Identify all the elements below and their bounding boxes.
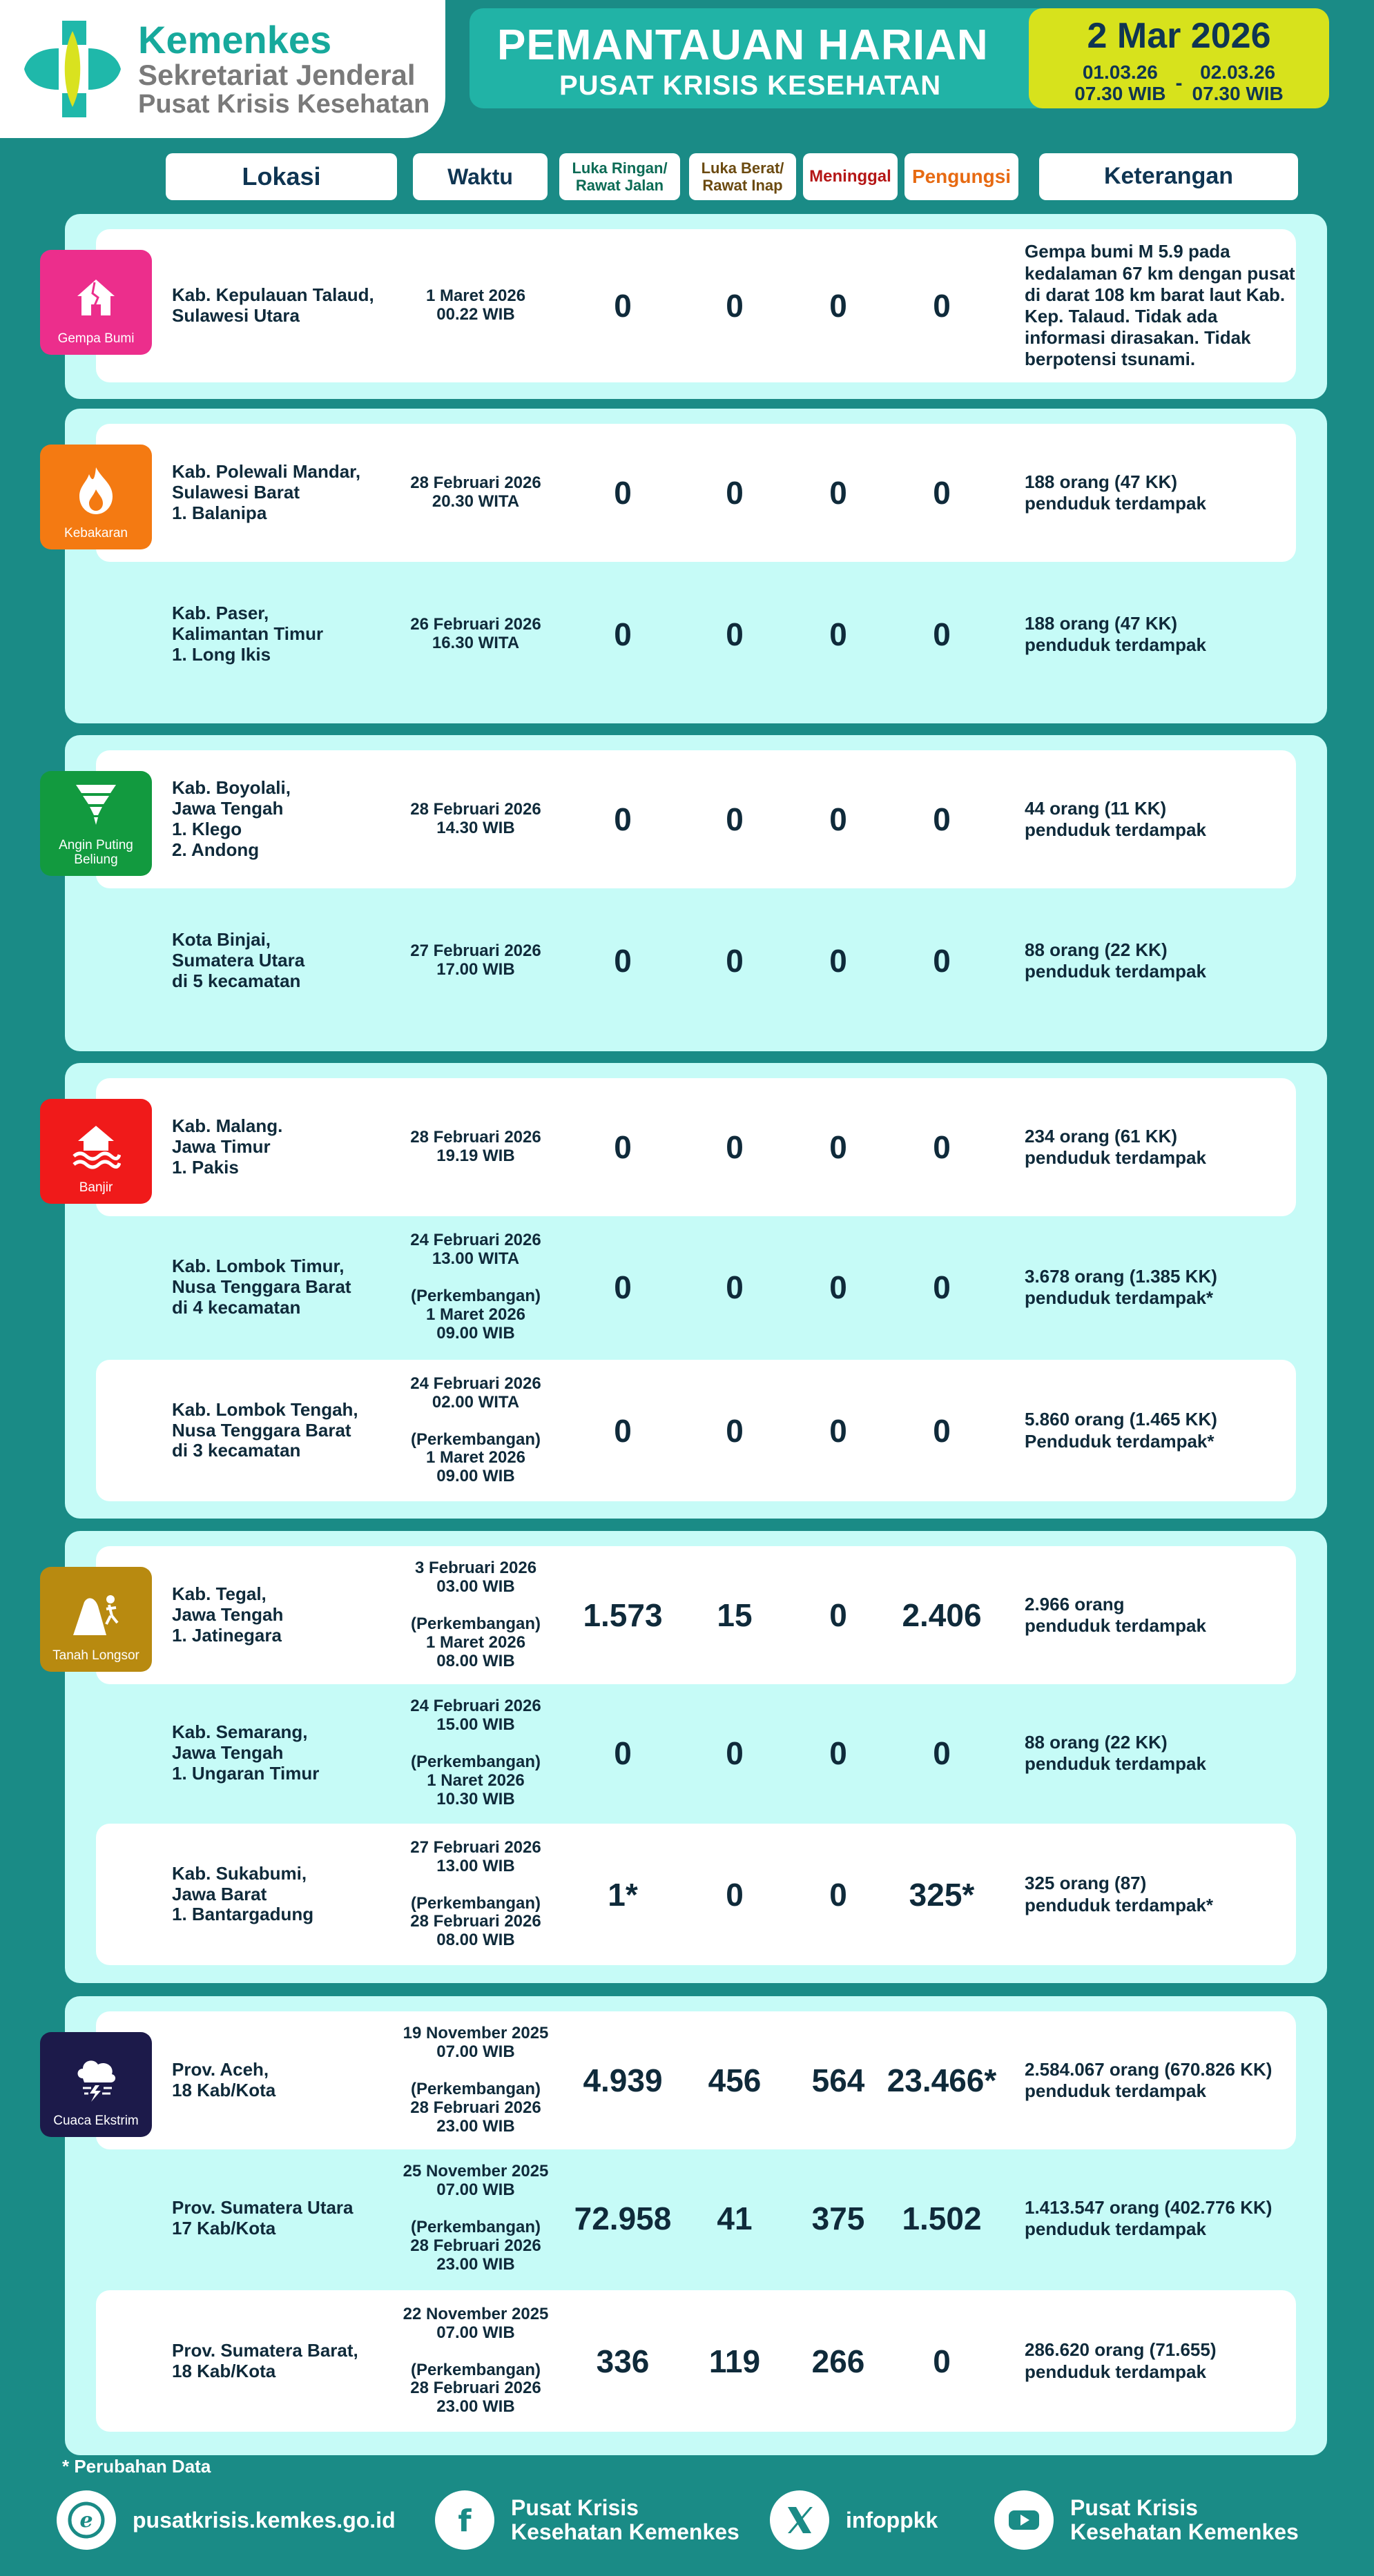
table-row: [65, 562, 1327, 707]
pengungsi-value: 0: [933, 801, 951, 837]
location-cell: Kota Binjai, Sumatera Utara di 5 kecamatan: [172, 929, 305, 991]
keterangan-cell: 1.413.547 orang (402.776 KK) penduduk terdampak: [1025, 2196, 1273, 2239]
luka-ringan-value: 0: [614, 1269, 632, 1305]
luka-ringan-value: 72.958: [574, 2201, 672, 2236]
youtube-label: Pusat Krisis Kesehatan Kemenkes: [1070, 2495, 1299, 2544]
pengungsi-value: 2.406: [902, 1597, 982, 1633]
table-row: [96, 2290, 1296, 2432]
category-label: Kebakaran: [64, 526, 128, 541]
luka-ringan-value: 1.573: [583, 1597, 663, 1633]
luka-berat-value: 15: [717, 1597, 753, 1633]
table-row: [96, 229, 1296, 382]
facebook-link[interactable]: [435, 2490, 739, 2550]
table-row: [96, 750, 1296, 888]
luka-berat-value: 0: [726, 1412, 744, 1449]
meninggal-value: 564: [811, 2062, 865, 2098]
table-row: [96, 1824, 1296, 1965]
table-row: [96, 1078, 1296, 1216]
tornado-icon: [72, 779, 120, 839]
time-cell: 3 Februari 2026 03.00 WIB (Perkembangan) 1 Maret 2026 08.00 WIB: [410, 1559, 541, 1670]
keterangan-cell: 188 orang (47 KK) penduduk terdampak: [1025, 471, 1206, 514]
luka-berat-value: 0: [726, 1129, 744, 1165]
svg-text:f: f: [458, 2504, 472, 2539]
luka-ringan-value: 1*: [608, 1876, 638, 1913]
keterangan-cell: 44 orang (11 KK) penduduk terdampak: [1025, 797, 1206, 840]
category-badge: [40, 2032, 152, 2137]
pengungsi-value: 0: [933, 1129, 951, 1165]
page-subtitle: PUSAT KRISIS KESEHATAN: [559, 70, 942, 101]
brand-name: Kemenkes: [138, 17, 332, 61]
browser-icon: [57, 2490, 116, 2550]
category-label: Angin Puting Beliung: [59, 838, 133, 868]
keterangan-cell: 286.620 orang (71.655) penduduk terdampak: [1025, 2339, 1217, 2382]
luka-berat-value: 0: [726, 616, 744, 652]
category-badge: [40, 771, 152, 876]
luka-ringan-value: 0: [614, 475, 632, 511]
luka-ringan-value: 4.939: [583, 2062, 663, 2098]
luka-ringan-value: 0: [614, 1412, 632, 1449]
facebook-icon: [435, 2490, 494, 2550]
section-gempa-bumi: [57, 214, 1327, 399]
footnote: * Perubahan Data: [62, 2456, 211, 2477]
page-title: PEMANTAUAN HARIAN: [497, 21, 989, 69]
fire-icon: [74, 465, 118, 527]
meninggal-value: 0: [829, 1597, 847, 1633]
table-row: [65, 2149, 1327, 2287]
table-row: [65, 1216, 1327, 1358]
svg-text:e: e: [79, 2508, 93, 2533]
pengungsi-value: 1.502: [902, 2201, 982, 2236]
pengungsi-value: 0: [933, 1735, 951, 1771]
time-cell: 24 Februari 2026 13.00 WITA (Perkembangan) 1 Maret 2026 09.00 WIB: [410, 1231, 541, 1343]
kemenkes-logo-icon: [21, 17, 124, 121]
range-separator: -: [1175, 71, 1183, 95]
website-label: pusatkrisis.kemkes.go.id: [133, 2507, 396, 2533]
keterangan-cell: 3.678 orang (1.385 KK) penduduk terdampak*: [1025, 1265, 1217, 1308]
table-row: [65, 888, 1327, 1033]
location-cell: Prov. Sumatera Utara 17 Kab/Kota: [172, 2197, 354, 2238]
luka-berat-value: 41: [717, 2201, 753, 2236]
facebook-label: Pusat Krisis Kesehatan Kemenkes: [511, 2495, 739, 2544]
keterangan-cell: Gempa bumi M 5.9 pada kedalaman 67 km dengan pusat di darat 108 km barat laut Kab. Kep. Talaud. Tidak ada informasi dirasakan. Tidak berpotensi tsunami.: [1025, 241, 1295, 370]
section-cuaca-ekstrim: [53, 1996, 1327, 2455]
time-cell: 19 November 2025 07.00 WIB (Perkembangan) 28 Februari 2026 23.00 WIB: [403, 2024, 549, 2136]
website-link[interactable]: [57, 2490, 396, 2550]
time-cell: 27 Februari 2026 17.00 WIB: [410, 941, 541, 979]
x-label: infoppkk: [846, 2507, 938, 2533]
location-cell: Kab. Lombok Tengah, Nusa Tenggara Barat di 3 kecamatan: [172, 1398, 358, 1461]
luka-berat-value: 0: [726, 801, 744, 837]
column-header-pengungsi: Pengungsi: [904, 153, 1018, 200]
pengungsi-value: 0: [933, 2343, 951, 2379]
time-cell: 26 Februari 2026 16.30 WITA: [410, 615, 541, 652]
range-start-time: 07.30 WIB: [1074, 82, 1166, 104]
time-cell: 24 Februari 2026 15.00 WIB (Perkembangan) 1 Naret 2026 10.30 WIB: [410, 1697, 541, 1808]
org-line-1: Sekretariat Jenderal: [138, 59, 416, 92]
keterangan-cell: 88 orang (22 KK) penduduk terdampak: [1025, 1731, 1206, 1774]
keterangan-cell: 325 orang (87) penduduk terdampak*: [1025, 1873, 1214, 1915]
pengungsi-value: 0: [933, 288, 951, 324]
column-header-waktu: Waktu: [413, 153, 548, 200]
keterangan-cell: 88 orang (22 KK) penduduk terdampak: [1025, 939, 1206, 982]
date-badge: [1029, 8, 1329, 108]
earthquake-house-icon: [72, 273, 120, 332]
time-cell: 22 November 2025 07.00 WIB (Perkembangan) 28 Februari 2026 23.00 WIB: [403, 2304, 549, 2417]
location-cell: Kab. Sukabumi, Jawa Barat 1. Bantargadung: [172, 1862, 314, 1925]
location-cell: Kab. Boyolali, Jawa Tengah 1. Klego 2. Andong: [172, 777, 291, 860]
column-header-meninggal: Meninggal: [803, 153, 898, 200]
location-cell: Kab. Malang. Jawa Timur 1. Pakis: [172, 1115, 283, 1178]
luka-ringan-value: 0: [614, 288, 632, 324]
pengungsi-value: 0: [933, 943, 951, 979]
time-cell: 27 Februari 2026 13.00 WIB (Perkembangan) 28 Februari 2026 08.00 WIB: [410, 1837, 541, 1950]
luka-ringan-value: 0: [614, 943, 632, 979]
meninggal-value: 0: [829, 288, 847, 324]
keterangan-cell: 234 orang (61 KK) penduduk terdampak: [1025, 1125, 1206, 1168]
category-label: Tanah Longsor: [52, 1648, 139, 1663]
table-row: [96, 1360, 1296, 1501]
location-cell: Kab. Paser, Kalimantan Timur 1. Long Ikis: [172, 603, 324, 665]
column-header-lokasi: Lokasi: [166, 153, 397, 200]
logo-block: [0, 0, 445, 138]
section-kebakaran: [65, 409, 1327, 723]
luka-berat-value: 0: [726, 1876, 744, 1913]
category-badge: [40, 1099, 152, 1204]
landslide-icon: [70, 1588, 122, 1649]
category-label: Banjir: [79, 1180, 113, 1196]
location-cell: Prov. Sumatera Barat, 18 Kab/Kota: [172, 2339, 358, 2381]
pengungsi-value: 0: [933, 1412, 951, 1449]
x-icon: [770, 2490, 829, 2550]
location-cell: Prov. Aceh, 18 Kab/Kota: [172, 2059, 276, 2100]
time-cell: 28 Februari 2026 19.19 WIB: [410, 1128, 541, 1165]
location-cell: Kab. Polewali Mandar, Sulawesi Barat 1. Balanipa: [172, 461, 361, 523]
luka-ringan-value: 0: [614, 1735, 632, 1771]
table-row: [65, 1684, 1327, 1822]
location-cell: Kab. Kepulauan Talaud, Sulawesi Utara: [172, 284, 374, 326]
youtube-link[interactable]: [994, 2490, 1299, 2550]
luka-berat-value: 0: [726, 288, 744, 324]
column-header-keterangan: Keterangan: [1039, 153, 1298, 200]
location-cell: Kab. Lombok Timur, Nusa Tenggara Barat di 4 kecamatan: [172, 1256, 351, 1318]
range-end-time: 07.30 WIB: [1192, 82, 1284, 104]
date-range: [1029, 62, 1329, 105]
luka-ringan-value: 0: [614, 616, 632, 652]
category-badge: [40, 445, 152, 549]
table-row: [96, 2011, 1296, 2149]
meninggal-value: 0: [829, 1412, 847, 1449]
keterangan-cell: 5.860 orang (1.465 KK) Penduduk terdampak*: [1025, 1409, 1217, 1452]
luka-ringan-value: 0: [614, 1129, 632, 1165]
range-end-date: 02.03.26: [1200, 61, 1276, 83]
keterangan-cell: 2.584.067 orang (670.826 KK) penduduk terdampak: [1025, 2058, 1273, 2101]
section-angin-puting-beliung: [59, 735, 1327, 1051]
meninggal-value: 0: [829, 943, 847, 979]
luka-berat-value: 0: [726, 1735, 744, 1771]
time-cell: 28 Februari 2026 14.30 WIB: [410, 800, 541, 837]
meninggal-value: 0: [829, 801, 847, 837]
meninggal-value: 0: [829, 1735, 847, 1771]
luka-ringan-value: 0: [614, 801, 632, 837]
meninggal-value: 0: [829, 475, 847, 511]
meninggal-value: 0: [829, 1269, 847, 1305]
luka-berat-value: 456: [708, 2062, 762, 2098]
time-cell: 28 Februari 2026 20.30 WITA: [410, 474, 541, 511]
meninggal-value: 266: [811, 2343, 865, 2379]
pengungsi-value: 0: [933, 616, 951, 652]
location-cell: Kab. Tegal, Jawa Tengah 1. Jatinegara: [172, 1583, 284, 1646]
meninggal-value: 375: [811, 2201, 865, 2236]
column-header-luka-berat: Luka Berat/ Rawat Inap: [689, 153, 796, 200]
pengungsi-value: 0: [933, 475, 951, 511]
table-row: [96, 424, 1296, 562]
time-cell: 24 Februari 2026 02.00 WITA (Perkembangan) 1 Maret 2026 09.00 WIB: [410, 1374, 541, 1486]
luka-berat-value: 0: [726, 475, 744, 511]
pengungsi-value: 0: [933, 1269, 951, 1305]
luka-berat-value: 0: [726, 943, 744, 979]
meninggal-value: 0: [829, 1129, 847, 1165]
report-date: 2 Mar 2026: [1087, 16, 1271, 56]
youtube-icon: [994, 2490, 1054, 2550]
luka-ringan-value: 336: [596, 2343, 650, 2379]
meninggal-value: 0: [829, 616, 847, 652]
category-label: Cuaca Ekstrim: [53, 2114, 139, 2129]
flood-icon: [71, 1120, 121, 1181]
column-header-luka-ringan: Luka Ringan/ Rawat Jalan: [559, 153, 680, 200]
time-cell: 1 Maret 2026 00.22 WIB: [425, 286, 526, 324]
category-badge: [40, 250, 152, 355]
location-cell: Kab. Semarang, Jawa Tengah 1. Ungaran Timur: [172, 1721, 320, 1784]
category-label: Gempa Bumi: [57, 331, 135, 347]
keterangan-cell: 2.966 orang penduduk terdampak: [1025, 1593, 1206, 1636]
meninggal-value: 0: [829, 1876, 847, 1913]
luka-berat-value: 119: [708, 2343, 761, 2379]
category-badge: [40, 1567, 152, 1672]
pengungsi-value: 325*: [909, 1876, 975, 1913]
storm-cloud-icon: [72, 2053, 120, 2114]
pengungsi-value: 23.466*: [887, 2062, 997, 2098]
time-cell: 25 November 2025 07.00 WIB (Perkembangan) 28 Februari 2026 23.00 WIB: [403, 2162, 549, 2274]
x-link[interactable]: [770, 2490, 938, 2550]
section-banjir: [65, 1063, 1327, 1519]
luka-berat-value: 0: [726, 1269, 744, 1305]
org-line-2: Pusat Krisis Kesehatan: [138, 89, 430, 119]
section-tanah-longsor: [52, 1531, 1327, 1983]
table-row: [96, 1546, 1296, 1684]
range-start-date: 01.03.26: [1082, 61, 1158, 83]
keterangan-cell: 188 orang (47 KK) penduduk terdampak: [1025, 612, 1206, 655]
